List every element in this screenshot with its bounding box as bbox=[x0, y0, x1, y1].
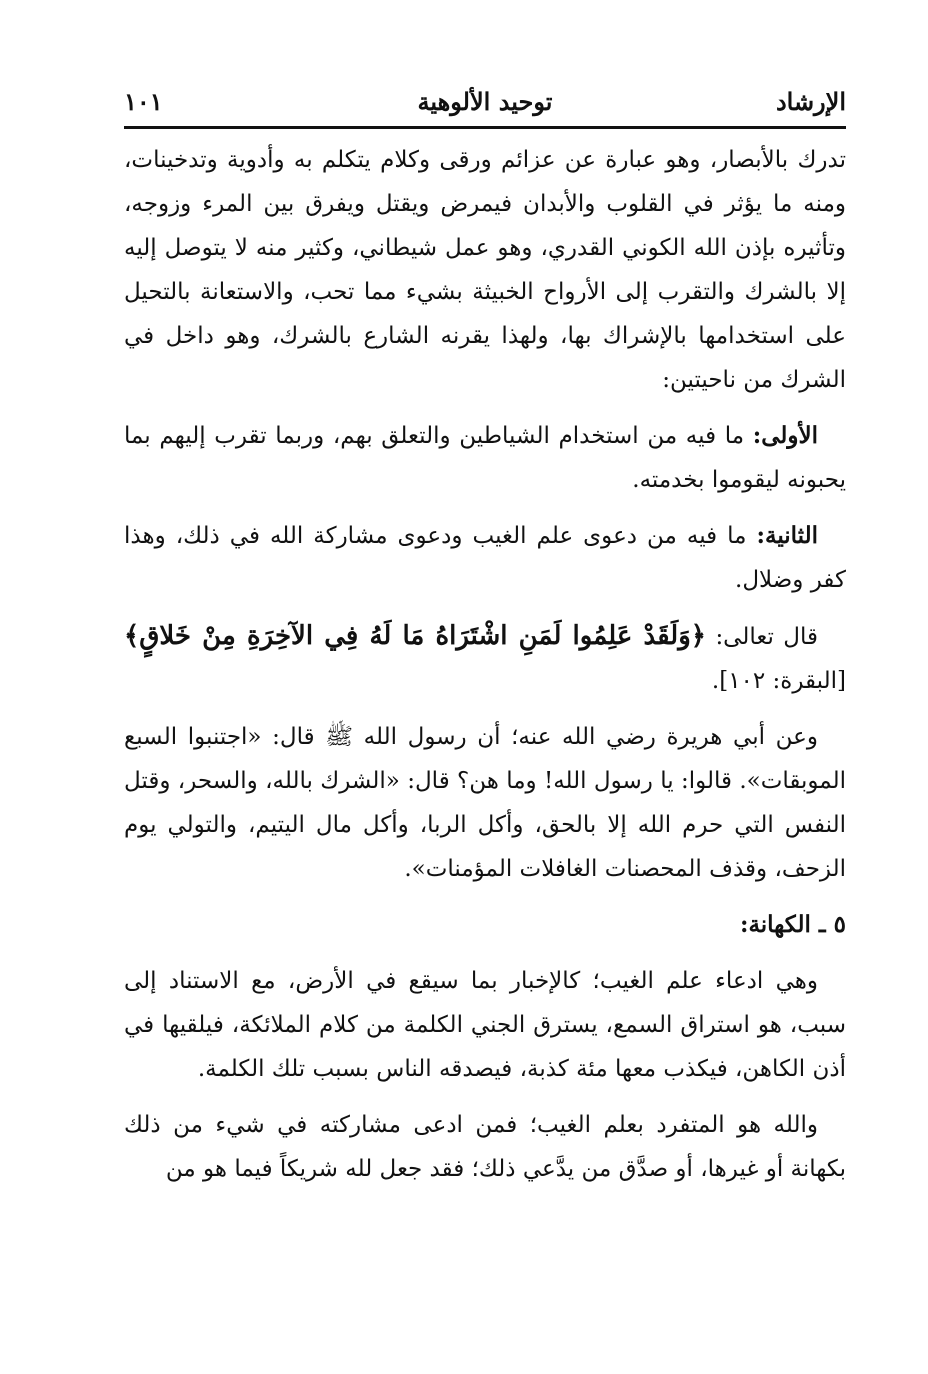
page-body bbox=[124, 138, 846, 1203]
paragraph-first-aspect bbox=[124, 414, 846, 502]
first-aspect-label: الأولى: bbox=[752, 422, 819, 449]
paragraph-quran bbox=[124, 614, 846, 703]
header-rule bbox=[124, 126, 846, 129]
quran-verse: ﴿وَلَقَدْ عَلِمُوا لَمَنِ اشْتَرَاهُ مَا لَهُ فِي الآخِرَةِ مِنْ خَلاقٍ﴾ bbox=[124, 621, 707, 651]
quran-reference: [البقرة: ١٠٢]. bbox=[711, 668, 846, 694]
second-aspect-label: الثانية: bbox=[756, 522, 819, 549]
first-aspect-text: ما فيه من استخدام الشياطين والتعلق بهم، وربما تقرب إليهم بما يحبونه ليقوموا بخدمته. bbox=[124, 423, 846, 493]
paragraph-hadith: وعن أبي هريرة رضي الله عنه؛ أن رسول الله ﷺ قال: «اجتنبوا السبع الموبقات». قالوا: يا رسول الله! وما هن؟ قال: «الشرك بالله، والسحر، وقتل النفس التي حرم الله إلا بالحق، وأكل الربا، وأكل مال اليتيم، والتولي يوم الزحف، وقذف المحصنات الغافلات المؤمنات». bbox=[124, 724, 846, 882]
page-number: ١٠١ bbox=[124, 86, 163, 116]
paragraph-kahana-ruling: والله هو المتفرد بعلم الغيب؛ فمن ادعى مشاركته في شيء من ذلك بكهانة أو غيرها، أو صدَّق من يدَّعي ذلك؛ فقد جعل لله شريكاً فيما هو من bbox=[124, 1112, 846, 1182]
second-aspect-text: ما فيه من دعوى علم الغيب ودعوى مشاركة الله في ذلك، وهذا كفر وضلال. bbox=[124, 523, 846, 593]
paragraph-second-aspect bbox=[124, 514, 846, 602]
quran-intro: قال تعالى: bbox=[715, 624, 818, 650]
running-title-right: الإرشاد bbox=[775, 86, 846, 116]
paragraph-magic-description: تدرك بالأبصار، وهو عبارة عن عزائم ورقى وكلام يتكلم به وأدوية وتدخينات، ومنه ما يؤثر في القلوب والأبدان فيمرض ويقتل ويفرق بين المرء وزوجه، وتأثيره بإذن الله الكوني القدري، وهو عمل شيطاني، وكثير منه لا يتوصل إليه إلا بالشرك والتقرب إلى الأرواح الخبيثة بشيء مما تحب، والاستعانة بالتحيل على استخدامها بالإشراك بها، ولهذا يقرنه الشارع بالشرك، وهو داخل في الشرك من ناحيتين: bbox=[124, 147, 846, 393]
running-title-center: توحيد الألوهية bbox=[417, 86, 553, 116]
page-header bbox=[124, 78, 846, 124]
paragraph-kahana-definition: وهي ادعاء علم الغيب؛ كالإخبار بما سيقع في الأرض، مع الاستناد إلى سبب، هو استراق السمع، يسترق الجني الكلمة من كلام الملائكة، فيلقيها في أذن الكاهن، فيكذب معها مئة كذبة، فيصدقه الناس بسبب تلك الكلمة. bbox=[124, 968, 846, 1082]
section-heading-kahana: ٥ ـ الكهانة: bbox=[739, 911, 846, 938]
